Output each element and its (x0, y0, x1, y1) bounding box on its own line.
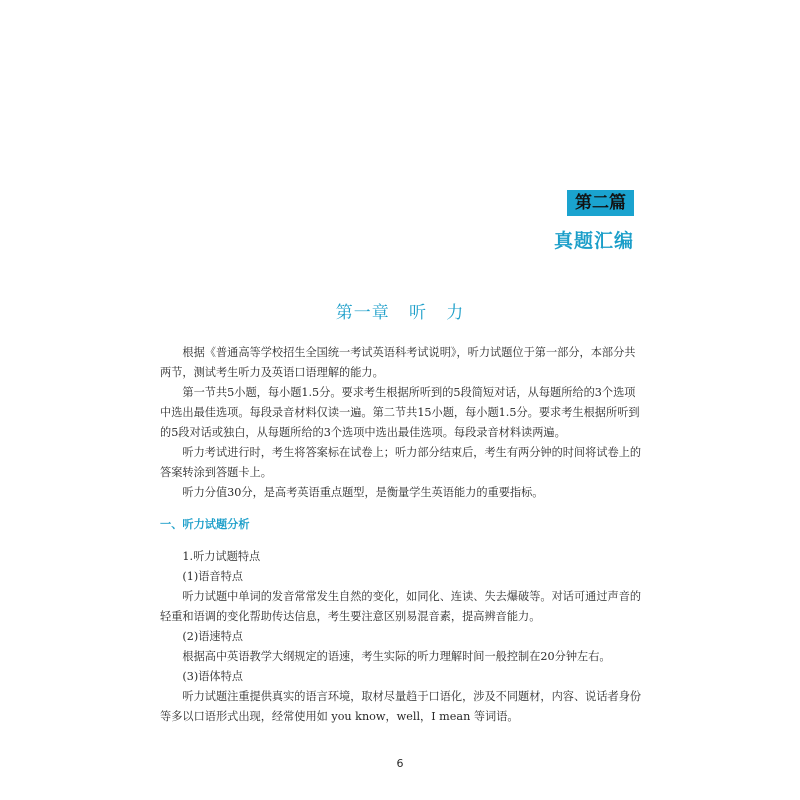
subheading-pronunciation: (1)语音特点 (182, 570, 243, 583)
part-header (554, 190, 634, 253)
paragraph-pronunciation: 听力试题中单词的发音常常发生自然的变化，如同化、连读、失去爆破等。对话可通过声音的轻重和语调的变化帮助传达信息，考生要注意区别易混音素，提高辨音能力。 (160, 590, 642, 623)
paragraph-sections: 第一节共5小题，每小题1.5分。要求考生根据所听到的5段简短对话，从每题所给的3个选项中选出最佳选项。每段录音材料仅读一遍。第二节共15小题，每小题1.5分。要求考生根据所听到的5段对话或独白，从每题所给的3个选项中选出最佳选项。每段录音材料读两遍。 (160, 386, 640, 439)
paragraph-intro: 根据《普通高等学校招生全国统一考试英语科考试说明》，听力试题位于第一部分，本部分共两节，测试考生听力及英语口语理解的能力。 (160, 346, 636, 379)
part-label: 第二篇 (567, 190, 634, 216)
subheading-speed: (2)语速特点 (182, 630, 243, 643)
part-title: 真题汇编 (553, 230, 634, 252)
paragraph-style: 听力试题注重提供真实的语言环境，取材尽量趋于口语化，涉及不同题材，内容、说话者身份等多以口语形式出现，经常使用如 you know，well，I mean 等词语。 (160, 690, 642, 723)
item-heading: 1.听力试题特点 (182, 550, 261, 563)
paragraph-procedure: 听力考试进行时，考生将答案标在试卷上；听力部分结束后，考生有两分钟的时间将试卷上的答案转涂到答题卡上。 (160, 446, 642, 479)
section-heading: 一、听力试题分析 (160, 518, 250, 531)
body-text (160, 343, 642, 727)
page-number: 6 (396, 757, 404, 770)
paragraph-score: 听力分值30分，是高考英语重点题型，是衡量学生英语能力的重要指标。 (182, 486, 544, 499)
chapter-title: 第一章 听 力 (335, 303, 465, 323)
paragraph-speed: 根据高中英语教学大纲规定的语速，考生实际的听力理解时间一般控制在20分钟左右。 (182, 650, 611, 663)
subheading-style: (3)语体特点 (182, 670, 243, 683)
